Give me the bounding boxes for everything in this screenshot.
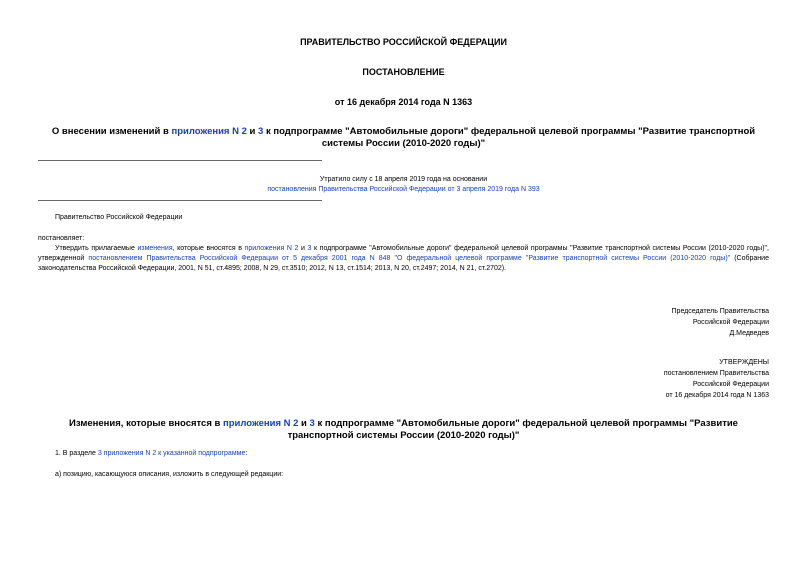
link-appendix-2[interactable]: приложения N 2 (244, 245, 299, 252)
government-heading: ПРАВИТЕЛЬСТВО РОССИЙСКОЙ ФЕДЕРАЦИИ (300, 37, 507, 47)
divider-top (38, 160, 322, 161)
status-line: Утратило силу с 18 апреля 2019 года на основании (319, 176, 488, 183)
para-text-6: (Собрание законодательства Российской Федерации, 2001, N 51, ст.4895; 2008, N 29, ст.3510; 2012, N 13, ст.1514; 2013, N 20, ст.2497; 2014, N 21, ст.2702). (38, 255, 769, 272)
document-type: ПОСТАНОВЛЕНИЕ (362, 67, 445, 77)
item-1-link-section-3[interactable]: 3 приложения N 2 к указанной подпрограмме (97, 450, 246, 457)
item-1-colon: : (245, 450, 248, 457)
document-title (40, 126, 767, 150)
approved-line-3: Российской Федерации (692, 381, 769, 388)
changes-link-appendix-2[interactable]: приложения N 2 (223, 418, 299, 429)
item-1-text: 1. В разделе (55, 450, 98, 457)
signature-block (672, 306, 769, 339)
item-1 (55, 449, 247, 459)
title-text-post: к подпрограмме "Автомобильные дороги" федеральной целевой программы "Развитие транспортной системы России (2010-2020 годы)" (263, 126, 756, 149)
link-decree-848[interactable]: постановлением Правительства Российской Федерации от 5 декабря 2001 года N 848 "О федеральной целевой программе "Развитие транспортной системы России (2010-2020 годы)" (88, 255, 731, 262)
divider-bottom (38, 200, 322, 201)
item-1a: а) позицию, касающуюся описания, изложить в следующей редакции: (55, 471, 284, 478)
title-text-pre: О внесении изменений в (51, 126, 172, 137)
document-date: от 16 декабря 2014 года N 1363 (334, 97, 473, 107)
title-text-and: и (246, 126, 259, 137)
link-appendix-3[interactable]: 3 (307, 245, 312, 252)
changes-text-post: к подпрограмме "Автомобильные дороги" федеральной целевой программы "Развитие транспортной системы России (2010-2020 годы)" (287, 418, 738, 441)
changes-title (40, 418, 767, 442)
resolution-paragraph (38, 244, 769, 274)
para-text-2: , которые вносятся в (172, 245, 245, 252)
gov-rf-text: Правительство Российской Федерации (55, 214, 183, 221)
status-repeal-link[interactable]: постановления Правительства Российской Федерации от 3 апреля 2019 года N 393 (267, 186, 540, 193)
approved-line-4: от 16 декабря 2014 года N 1363 (665, 392, 769, 399)
title-link-appendix-2[interactable]: приложения N 2 (171, 126, 247, 137)
changes-link-appendix-3[interactable]: 3 (309, 418, 315, 429)
title-link-appendix-3[interactable]: 3 (258, 126, 264, 137)
changes-text-and: и (298, 418, 310, 429)
para-text-3: и (298, 245, 308, 252)
signature-line-2: Российской Федерации (692, 319, 769, 326)
signature-line-1: Председатель Правительства (671, 308, 769, 315)
para-text-4: к подпрограмме "Автомобильные дороги" федеральной целевой программы "Развитие транспортной системы России (2010-2020 годы)" (311, 245, 768, 252)
approved-line-2: постановлением Правительства (663, 370, 769, 377)
para-text-1: Утвердить прилагаемые (55, 245, 138, 252)
para-text-5: , утвержденной (38, 245, 769, 262)
approved-line-1: УТВЕРЖДЕНЫ (719, 359, 769, 366)
changes-text-pre: Изменения, которые вносятся в (69, 418, 223, 429)
signature-line-3: Д.Медведев (729, 330, 769, 337)
approved-block (664, 357, 769, 401)
link-changes[interactable]: изменения (137, 245, 173, 252)
resolves-text: постановляет: (38, 235, 85, 242)
